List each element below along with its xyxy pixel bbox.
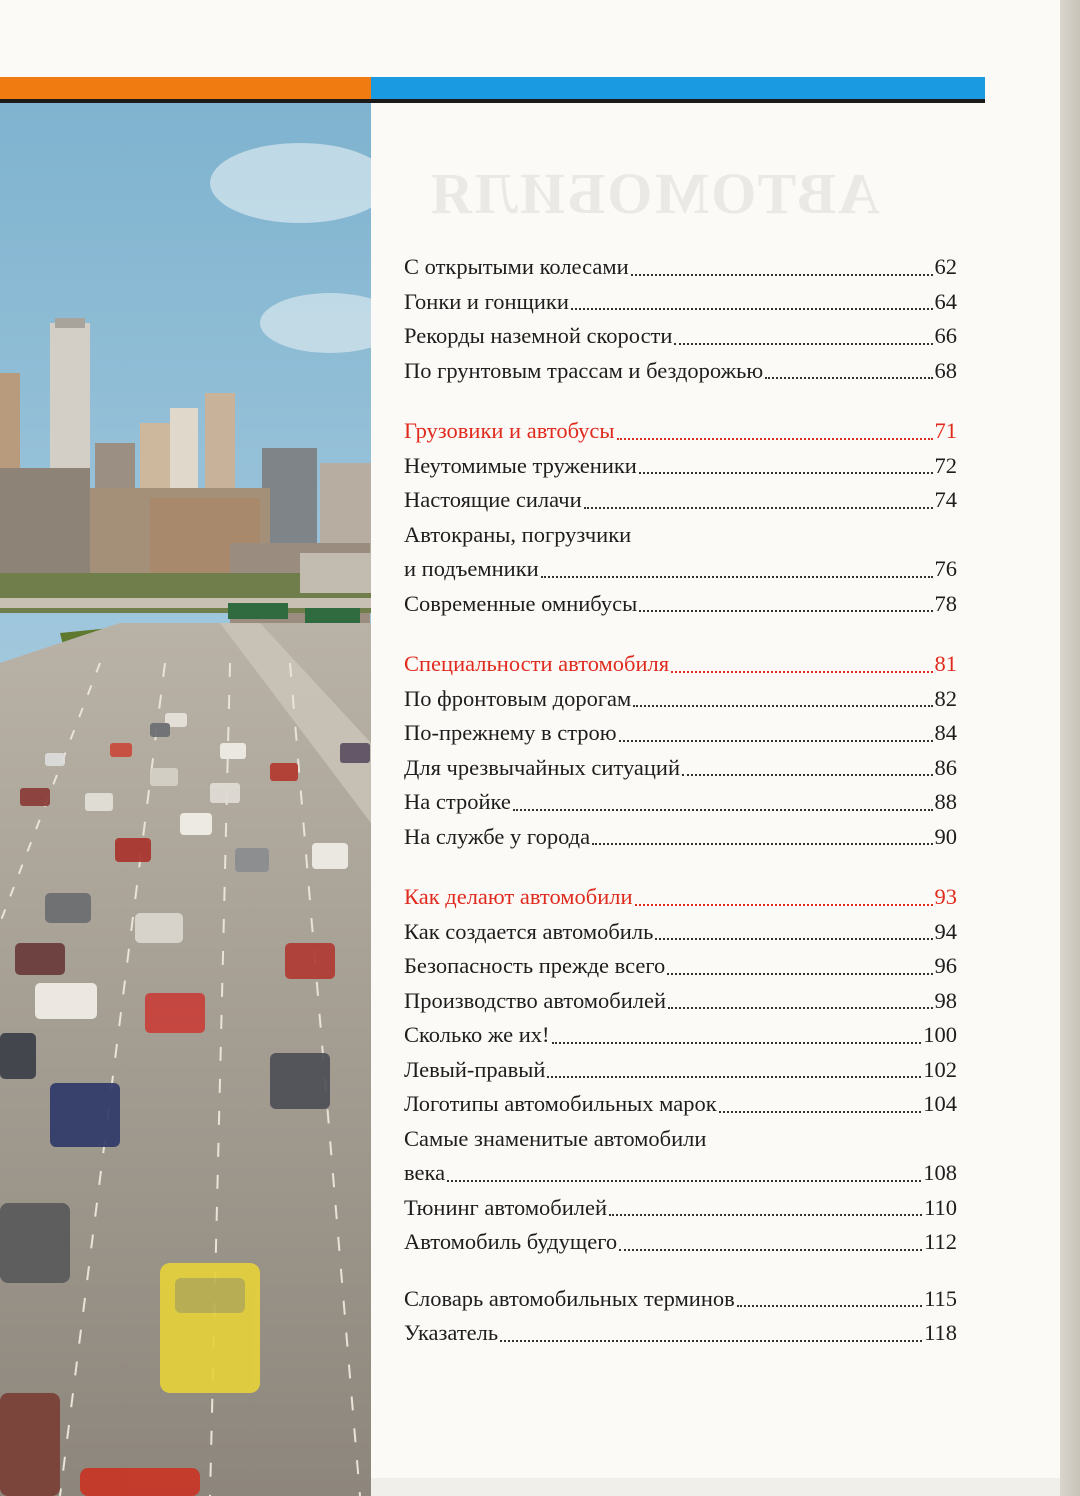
section-title: Грузовики и автобусы <box>404 418 615 443</box>
toc-entry-title: Логотипы автомобильных марок <box>404 1091 717 1116</box>
toc-entry[interactable] <box>404 449 957 484</box>
toc-entry[interactable] <box>404 682 957 717</box>
toc-entry-title: Указатель <box>404 1320 499 1345</box>
toc-entry-page: 78 <box>934 590 957 616</box>
dot-leader <box>552 1042 922 1044</box>
toc-entry-page: 94 <box>934 918 957 944</box>
toc-entry[interactable] <box>404 250 957 285</box>
toc-entry-title-line2: и подъемники <box>404 556 539 581</box>
toc-entry-title-line2: века <box>404 1160 446 1185</box>
dot-leader <box>617 438 933 440</box>
toc-entry[interactable] <box>404 984 957 1019</box>
toc-entry-title: Производство автомобилей <box>404 987 667 1013</box>
section-title: Как делают автомобили <box>404 884 633 909</box>
toc-entry[interactable] <box>404 483 957 518</box>
toc-section-heading[interactable] <box>404 647 957 682</box>
dot-leader <box>682 774 932 776</box>
toc-entry-page: 104 <box>923 1091 957 1116</box>
toc-entry[interactable] <box>404 1316 957 1351</box>
bleed-through-text: АВТОМОБИЛЯ <box>428 161 880 226</box>
toc-entry-title: Настоящие силачи <box>404 487 582 512</box>
toc-entry-title: По грунтовым трассам и бездорожью <box>404 357 764 383</box>
dot-leader <box>737 1305 922 1307</box>
toc-entry-title: На стройке <box>404 789 511 814</box>
toc-entry[interactable] <box>404 1053 957 1088</box>
section-title: Специальности автомобиля <box>404 651 670 676</box>
dot-leader <box>765 377 932 379</box>
toc-entry[interactable] <box>404 820 957 855</box>
toc-entry-page: 64 <box>934 288 957 314</box>
toc-entry-page: 118 <box>924 1320 957 1345</box>
toc-entry-page: 68 <box>934 357 957 383</box>
toc-entry-title: По-прежнему в строю <box>404 720 617 745</box>
toc-entry[interactable] <box>404 354 957 389</box>
dot-leader <box>631 274 933 276</box>
toc-entry-title: На службе у города <box>404 823 591 849</box>
toc-entry-title-line1: Автокраны, погрузчики <box>404 521 632 547</box>
toc-entry-page: 66 <box>934 323 957 348</box>
dot-leader <box>719 1111 922 1113</box>
toc-entry[interactable] <box>404 1282 957 1317</box>
dot-leader <box>513 809 933 811</box>
toc-entry[interactable] <box>404 1018 957 1053</box>
toc-entry[interactable] <box>404 949 957 984</box>
toc-entry[interactable] <box>404 285 957 320</box>
toc-entry-page: 115 <box>924 1285 957 1311</box>
toc-entry-page: 102 <box>923 1056 957 1082</box>
dot-leader <box>619 740 933 742</box>
dot-leader <box>639 610 932 612</box>
orange-header-bar <box>0 77 371 99</box>
dot-leader <box>619 1249 922 1251</box>
toc-entry-title: По фронтовым дорогам <box>404 685 632 711</box>
toc-entry-title: Безопасность прежде всего <box>404 953 666 978</box>
toc-entry[interactable] <box>404 1087 957 1122</box>
toc-entry-title-line1: Самые знаменитые автомобили <box>404 1125 707 1151</box>
dot-leader <box>571 308 933 310</box>
toc-entry-page: 82 <box>934 685 957 711</box>
dot-leader <box>592 843 932 845</box>
toc-entry-page: 96 <box>934 953 957 978</box>
toc-group-1 <box>404 250 957 388</box>
toc-entry-page: 76 <box>934 556 957 581</box>
toc-entry[interactable] <box>404 915 957 950</box>
toc-entry-title: Словарь автомобильных терминов <box>404 1285 735 1311</box>
toc-entry-page: 98 <box>934 987 957 1013</box>
toc-entry[interactable] <box>404 319 957 354</box>
toc-entry-title: Рекорды наземной скорости <box>404 323 673 348</box>
section-page: 81 <box>934 651 957 676</box>
toc-entry[interactable] <box>404 785 957 820</box>
dot-leader <box>639 472 933 474</box>
section-page: 71 <box>934 418 957 443</box>
dot-leader <box>584 507 933 509</box>
toc-entry-page: 90 <box>934 823 957 849</box>
toc-entry-page: 108 <box>923 1160 957 1185</box>
dot-leader <box>547 1076 921 1078</box>
toc-entry-title: Как создается автомобиль <box>404 918 654 944</box>
dot-leader <box>633 705 932 707</box>
toc-entry[interactable] <box>404 587 957 622</box>
toc-entry-title: С открытыми колесами <box>404 254 629 279</box>
toc-entry[interactable] <box>404 716 957 751</box>
toc-entry-page: 110 <box>924 1194 957 1220</box>
dot-leader <box>541 576 933 578</box>
toc-entry-title: Современные омнибусы <box>404 590 638 616</box>
highway-city-photo <box>0 103 371 1496</box>
section-page: 93 <box>934 884 957 909</box>
toc-entry-title: Сколько же их! <box>404 1022 550 1047</box>
toc-entry-page: 112 <box>924 1229 957 1254</box>
toc-entry-title: Неутомимые труженики <box>404 452 637 478</box>
toc-entry-title: Гонки и гонщики <box>404 288 569 314</box>
highway-illustration <box>0 103 371 1496</box>
toc-entry-page: 84 <box>934 720 957 745</box>
dot-leader <box>674 343 932 345</box>
dot-leader <box>668 1007 932 1009</box>
dot-leader <box>447 1180 921 1182</box>
dot-leader <box>609 1214 922 1216</box>
toc-entry-title: Тюнинг автомобилей <box>404 1194 608 1220</box>
dot-leader <box>671 671 932 673</box>
toc-entry-title: Автомобиль будущего <box>404 1229 618 1254</box>
toc-entry[interactable] <box>404 1225 957 1260</box>
toc-entry-page: 62 <box>934 254 957 279</box>
toc-entry-page: 100 <box>923 1022 957 1047</box>
table-of-contents <box>404 250 957 1351</box>
toc-entry-page: 86 <box>934 754 957 780</box>
dot-leader <box>635 904 933 906</box>
dot-leader <box>500 1340 922 1342</box>
toc-entry-multiline[interactable] <box>404 1122 957 1191</box>
dot-leader <box>655 938 932 940</box>
toc-entry[interactable] <box>404 1191 957 1226</box>
toc-entry-page: 72 <box>934 452 957 478</box>
book-spine-edge <box>1060 0 1080 1496</box>
blue-header-bar <box>371 77 985 99</box>
toc-entry-title: Для чрезвычайных ситуаций <box>404 754 681 780</box>
toc-entry-page: 74 <box>934 487 957 512</box>
dot-leader <box>667 973 932 975</box>
toc-section-heading[interactable] <box>404 880 957 915</box>
toc-entry-multiline[interactable] <box>404 518 957 587</box>
toc-section-heading[interactable] <box>404 414 957 449</box>
toc-entry[interactable] <box>404 751 957 786</box>
toc-entry-page: 88 <box>934 789 957 814</box>
toc-entry-title: Левый-правый <box>404 1056 546 1082</box>
